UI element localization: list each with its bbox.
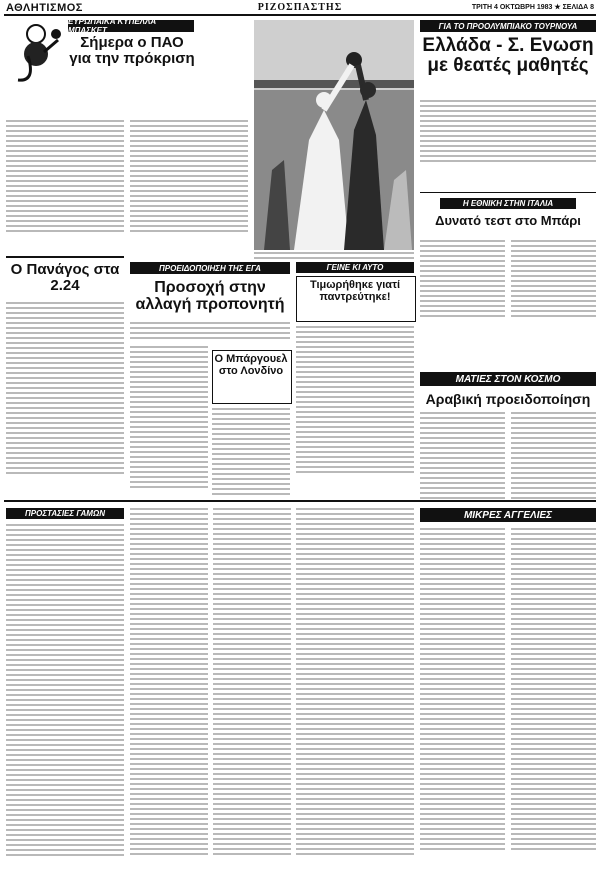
small-ads-band: ΜΙΚΡΕΣ ΑΓΓΕΛΙΕΣ bbox=[420, 508, 596, 522]
marriage-notices-list bbox=[6, 524, 124, 859]
marriage-notices-band: ΠΡΟΣΤΑΣΙΕΣ ΓΑΜΩΝ bbox=[6, 508, 124, 519]
ega-warning-band: ΠΡΟΕΙΔΟΠΟΙΗΣΗ ΤΗΣ ΕΓΑ bbox=[130, 262, 290, 274]
euro-basket-band: ΕΥΡΩΠΑΪΚΑ ΚΥΠΕΛΛΑ ΜΠΑΣΚΕΤ bbox=[68, 20, 194, 32]
preolympic-band: ΓΙΑ ΤΟ ΠΡΟΟΛΥΜΠΙΑΚΟ ΤΟΥΡΝΟΥΑ bbox=[420, 20, 596, 32]
headline-coach-change: Προσοχή στην αλλαγή προπονητή bbox=[135, 279, 285, 313]
bari-article-col2 bbox=[511, 240, 596, 320]
public-notices-col1 bbox=[130, 508, 208, 858]
panagos-article bbox=[6, 302, 124, 477]
section-divider bbox=[6, 256, 124, 258]
headline-arab-warning: Αραβική προειδοποίηση bbox=[425, 391, 591, 407]
public-notices-col3 bbox=[296, 508, 414, 858]
public-notices-col2 bbox=[213, 508, 291, 858]
pao-article-col1 bbox=[6, 120, 124, 235]
lower-section-rule bbox=[4, 500, 596, 502]
photo-caption bbox=[254, 252, 414, 262]
barwell-article bbox=[212, 408, 290, 498]
basketball-player-illustration bbox=[6, 22, 64, 84]
small-ads-col2 bbox=[511, 528, 596, 853]
bari-article-col1 bbox=[420, 240, 505, 320]
arab-warning-col1 bbox=[420, 412, 505, 502]
greece-ussr-lead bbox=[420, 100, 596, 165]
pao-article-col2 bbox=[130, 120, 248, 235]
world-glances-band: ΜΑΤΙΕΣ ΣΤΟΝ ΚΟΣΜΟ bbox=[420, 372, 596, 386]
headline-pao: Σήμερα ο ΠΑΟ για την πρόκριση bbox=[69, 34, 195, 67]
national-italy-band: Η ΕΘΝΙΚΗ ΣΤΗΝ ΙΤΑΛΙΑ bbox=[440, 198, 576, 209]
headline-punished: Τιμωρήθηκε γιατί παντρεύτηκε! bbox=[309, 279, 401, 303]
this-too-band: ΓΕΙΝΕ ΚΙ ΑΥΤΟ bbox=[296, 262, 414, 273]
coach-change-col1 bbox=[130, 346, 208, 491]
arab-warning-col2 bbox=[511, 412, 596, 502]
headline-barwell: Ο Μπάργουελ στο Λονδίνο bbox=[214, 353, 288, 377]
section-divider bbox=[420, 192, 596, 193]
section-title: ΑΘΛΗΤΙΣΜΟΣ bbox=[6, 2, 83, 14]
headline-bari: Δυνατό τεστ στο Μπάρι bbox=[435, 213, 581, 228]
headline-greece-ussr: Ελλάδα - Σ. Ενωση με θεατές μαθητές bbox=[422, 35, 594, 76]
basketball-match-photo bbox=[254, 20, 414, 250]
punished-article bbox=[296, 326, 414, 476]
newspaper-name: ΡΙΖΟΣΠΑΣΤΗΣ bbox=[257, 2, 343, 13]
date-page-line: ΤΡΙΤΗ 4 ΟΚΤΩΒΡΗ 1983 ★ ΣΕΛΙΔΑ 8 bbox=[471, 4, 594, 11]
masthead-rule bbox=[4, 14, 596, 16]
headline-panagos: Ο Πανάγος στα 2.24 bbox=[10, 261, 120, 294]
small-ads-col1 bbox=[420, 528, 505, 853]
coach-change-lead bbox=[130, 322, 290, 342]
